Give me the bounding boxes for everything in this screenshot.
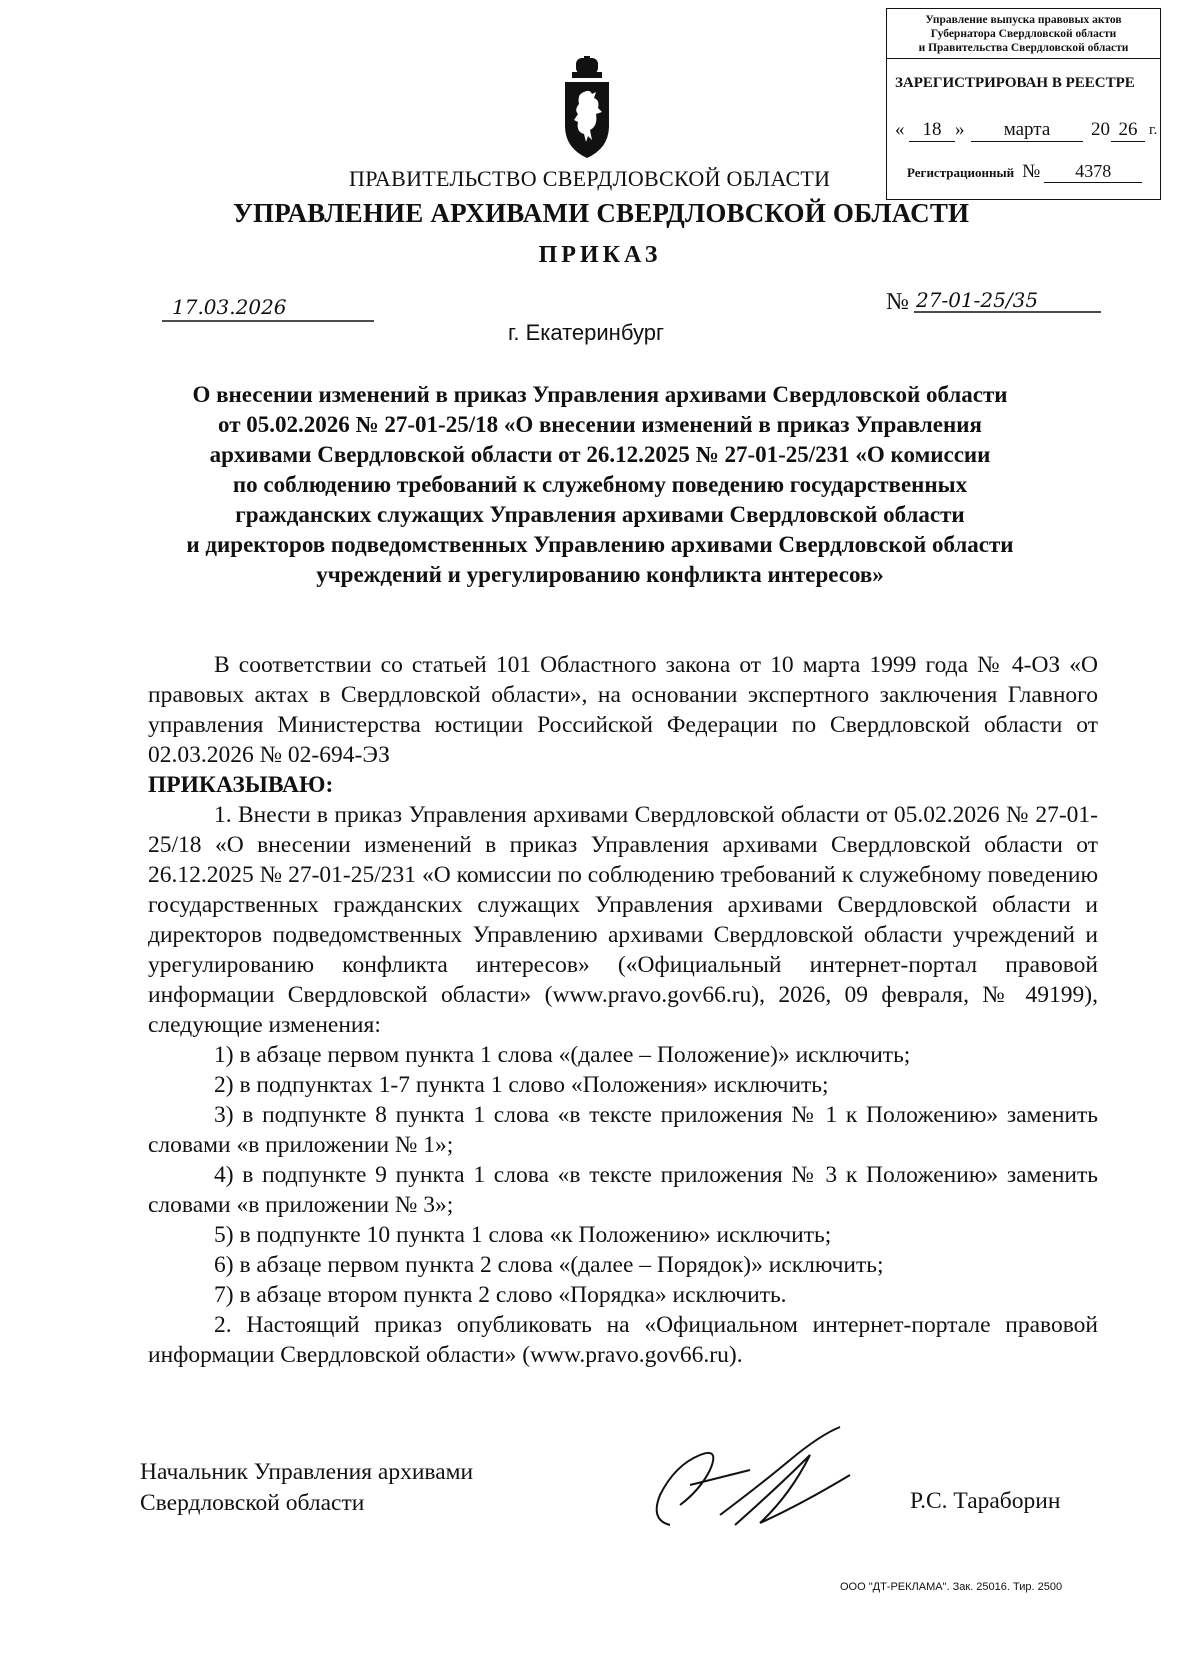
signatory-name: Р.С. Тараборин [910,1488,1061,1514]
signatory-position [140,1457,473,1519]
handwritten-date-text: 17.03.2026 [172,296,287,319]
coat-of-arms-icon [560,56,614,160]
subitem-4: 4) в подпункте 9 пункта 1 слова «в тексте приложения № 3 к Положению» заменить словами «в приложении № 3»; [148,1162,1098,1218]
title-line: и директоров подведомственных Управлению архивами Свердловской области [186,532,1014,557]
subitem-6: 6) в абзаце первом пункта 2 слова «(далее – Порядок)» исключить; [214,1252,884,1278]
signatory-position-line: Свердловской области [140,1490,365,1516]
stamp-header-line: и Правительства Свердловской области [918,42,1129,54]
stamp-month: марта [971,119,1083,142]
item-2-paragraph: 2. Настоящий приказ опубликовать на «Официальном интернет-портале правовой информации Свердловской области» (www.pravo.gov66.ru). [148,1312,1098,1368]
document-title [140,380,1060,590]
handwritten-order-number [886,285,1101,319]
subitem-7: 7) в абзаце втором пункта 2 слово «Порядка» исключить. [214,1282,787,1308]
stamp-close-quote: » [955,119,965,140]
document-type: ПРИКАЗ [538,242,662,268]
government-name: ПРАВИТЕЛЬСТВО СВЕРДЛОВСКОЙ ОБЛАСТИ [349,166,831,191]
city: г. Екатеринбург [508,320,664,345]
title-line: по соблюдению требований к служебному поведению государственных [232,472,968,497]
signatory-position-line: Начальник Управления архивами [140,1459,474,1485]
title-line: гражданских служащих Управления архивами Свердловской области [235,502,965,527]
stamp-year-prefix: 20 [1091,119,1110,140]
subitem-1: 1) в абзаце первом пункта 1 слова «(далее – Положение)» исключить; [214,1042,911,1068]
stamp-reg-label: Регистрационный [907,165,1015,180]
stamp-year-suffix: 26 [1111,119,1145,142]
registry-stamp [886,8,1161,200]
handwritten-date [162,296,374,326]
title-line: учреждений и урегулированию конфликта интересов» [316,562,884,587]
title-line: О внесении изменений в приказ Управления архивами Свердловской области [192,382,1008,407]
stamp-open-quote: « [895,119,905,140]
order-word: ПРИКАЗЫВАЮ: [148,772,334,798]
title-line: от 05.02.2026 № 27-01-25/18 «О внесении изменений в приказ Управления [218,412,982,437]
handwritten-signature-icon [640,1425,870,1535]
subitem-2: 2) в подпунктах 1-7 пункта 1 слово «Положения» исключить; [214,1072,829,1098]
document-body [148,650,1098,1370]
item-1-paragraph: 1. Внести в приказ Управления архивами Свердловской области от 05.02.2026 № 27-01-25/18 «О внесении изменений в приказ Управления архивами Свердловской области от 26.12.2025 № 27-01-25/231 «О комиссии по соблюдению требований к служебному поведению государственных гражданских служащих Управления архивами Свердловской области и директоров подведомственных Управлению архивами Свердловской области учреждений и урегулированию конфликта интересов» («Официальный интернет-портал правовой информации Свердловской области» (www.pravo.gov66.ru), 2026, 09 февраля, № 49199), следующие изменения: [148,802,1098,1038]
stamp-reg-number-row [907,161,1142,183]
handwritten-number-text: 27-01-25/35 [916,288,1039,312]
stamp-header-line: Управление выпуска правовых актов [925,14,1122,26]
stamp-reg-number: 4378 [1044,161,1142,183]
department-name: УПРАВЛЕНИЕ АРХИВАМИ СВЕРДЛОВСКОЙ ОБЛАСТИ [233,198,970,228]
stamp-registered-text: ЗАРЕГИСТРИРОВАН В РЕЕСТРЕ [895,75,1135,91]
order-number-sign: № [886,289,909,315]
printer-imprint: ООО "ДТ-РЕКЛАМА". Зак. 25016. Тир. 2500 [840,1581,1063,1593]
title-line: архивами Свердловской области от 26.12.2025 № 27-01-25/231 «О комиссии [209,442,991,467]
subitem-3: 3) в подпункте 8 пункта 1 слова «в тексте приложения № 1 к Положению» заменить словами «в приложении № 1»; [148,1102,1098,1158]
stamp-no-sign: № [1022,161,1041,182]
preamble-paragraph: В соответствии со статьей 101 Областного закона от 10 марта 1999 года № 4-ОЗ «О правовых актах в Свердловской области», на основании экспертного заключения Главного управления Министерства юстиции Российской Федерации по Свердловской области от 02.03.2026 № 02-694-ЭЗ [148,652,1098,768]
stamp-year-mark: г. [1149,122,1158,138]
stamp-header [887,9,1160,59]
stamp-header-line: Губернатора Свердловской области [930,28,1117,40]
stamp-day: 18 [909,119,955,142]
subitem-5: 5) в подпункте 10 пункта 1 слова «к Положению» исключить; [214,1222,832,1248]
